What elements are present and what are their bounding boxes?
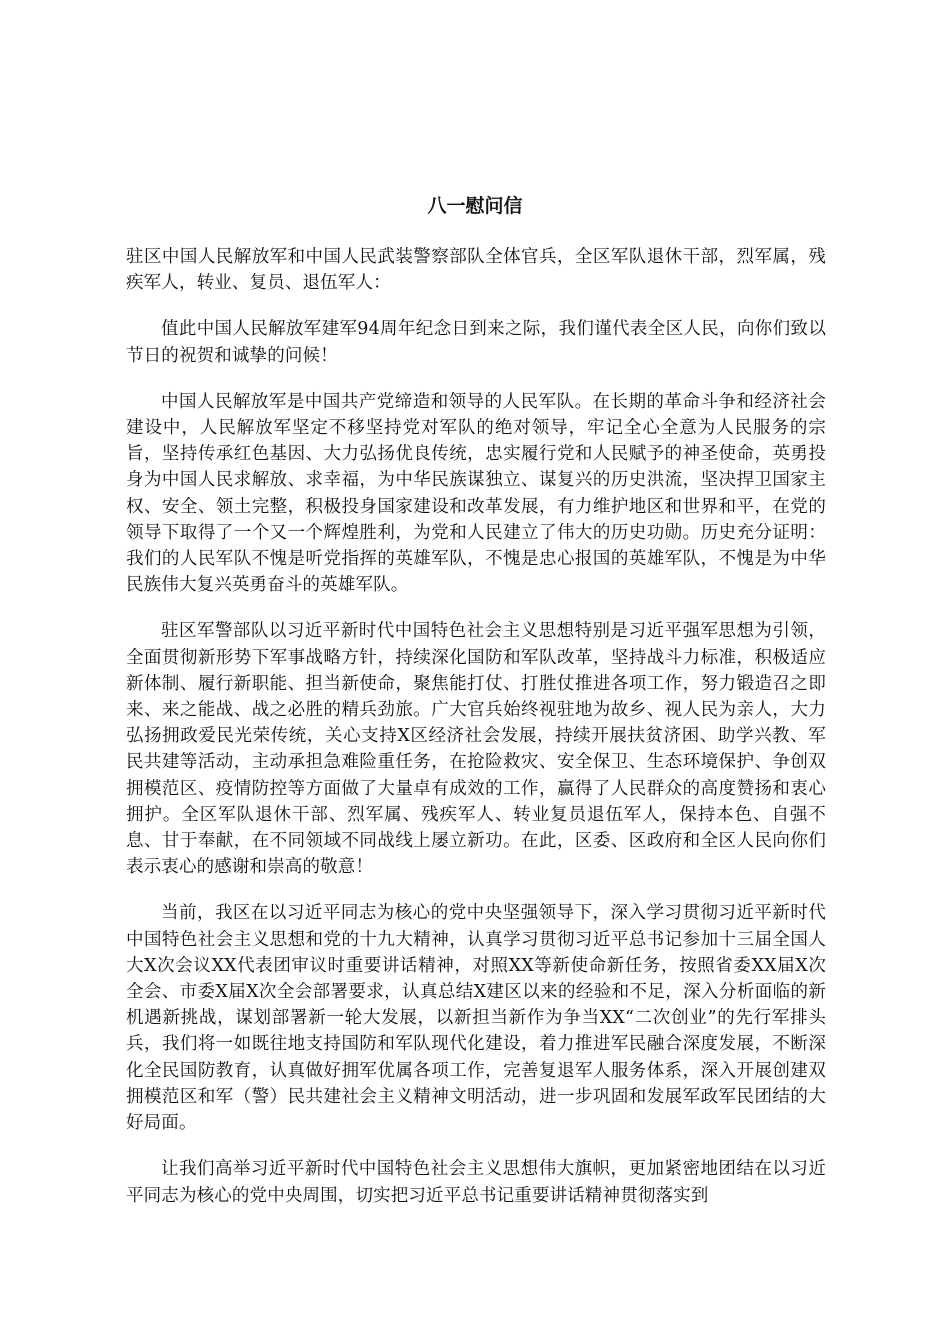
garrison-contribution-paragraph: 驻区军警部队以习近平新时代中国特色社会主义思想特别是习近平强军思想为引领，全面贯彻新形势下军事战略方针，持续深化国防和军队改革，坚持战斗力标准，积极适应新体制、履行新职能、担当新使命，聚焦能打仗、打胜仗推进各项工作，努力锻造召之即来、来之能战、战之必胜的精兵劲旅。广大官兵始终视驻地为故乡、视人民为亲人，大力弘扬拥政爱民光荣传统，关心支持X区经济社会发展，持续开展扶贫济困、助学兴教、军民共建等活动，主动承担急难险重任务，在抢险救灾、安全保卫、生态环境保护、争创双拥模范区、疫情防控等方面做了大量卓有成效的工作，赢得了人民群众的高度赞扬和衷心拥护。全区军队退休干部、烈军属、残疾军人、转业复员退伍军人，保持本色、自强不息、甘于奉献，在不同领域不同战线上屡立新功。在此，区委、区政府和全区人民向你们表示衷心的感谢和崇高的敬意！ xyxy=(126,621,826,878)
greeting-paragraph: 值此中国人民解放军建军94周年纪念日到来之际，我们谨代表全区人民，向你们致以节日的祝贺和诚挚的问候！ xyxy=(126,319,826,366)
salutation-paragraph: 驻区中国人民解放军和中国人民武装警察部队全体官兵，全区军队退休干部，烈军属，残疾军人，转业、复员、退伍军人： xyxy=(126,247,826,294)
pla-history-paragraph: 中国人民解放军是中国共产党缔造和领导的人民军队。在长期的革命斗争和经济社会建设中，人民解放军坚定不移坚持党对军队的绝对领导，牢记全心全意为人民服务的宗旨，坚持传承红色基因、大力弘扬优良传统，忠实履行党和人民赋予的神圣使命，英勇投身为中国人民求解放、求幸福，为中华民族谋独立、谋复兴的历史洪流，坚决捍卫国家主权、安全、领土完整，积极投身国家建设和改革发展，有力维护地区和世界和平，在党的领导下取得了一个又一个辉煌胜利，为党和人民建立了伟大的历史功勋。历史充分证明：我们的人民军队不愧是听党指挥的英雄军队，不愧是忠心报国的英雄军队，不愧是为中华民族伟大复兴英勇奋斗的英雄军队。 xyxy=(126,391,826,596)
district-commitment-paragraph: 当前，我区在以习近平同志为核心的党中央坚强领导下，深入学习贯彻习近平新时代中国特色社会主义思想和党的十九大精神，认真学习贯彻习近平总书记参加十三届全国人大X次会议XX代表团审议时重要讲话精神，对照XX等新使命新任务，按照省委XX届X次全会、市委X届X次全会部署要求，认真总结X建区以来的经验和不足，深入分析面临的新机遇新挑战，谋划部署新一轮大发展，以新担当新作为争当XX“二次创业”的先行军排头兵，我们将一如既往地支持国防和军队现代化建设，着力推进军民融合深度发展，不断深化全民国防教育，认真做好拥军优属各项工作，完善复退军人服务体系，深入开展创建双拥模范区和军（警）民共建社会主义精神文明活动，进一步巩固和发展军政军民团结的大好局面。 xyxy=(126,903,826,1134)
closing-paragraph: 让我们高举习近平新时代中国特色社会主义思想伟大旗帜，更加紧密地团结在以习近平同志为核心的党中央周围，切实把习近平总书记重要讲话精神贯彻落实到 xyxy=(126,1159,826,1206)
document-title: 八一慰问信 xyxy=(427,195,523,217)
letter-body xyxy=(126,244,826,1229)
